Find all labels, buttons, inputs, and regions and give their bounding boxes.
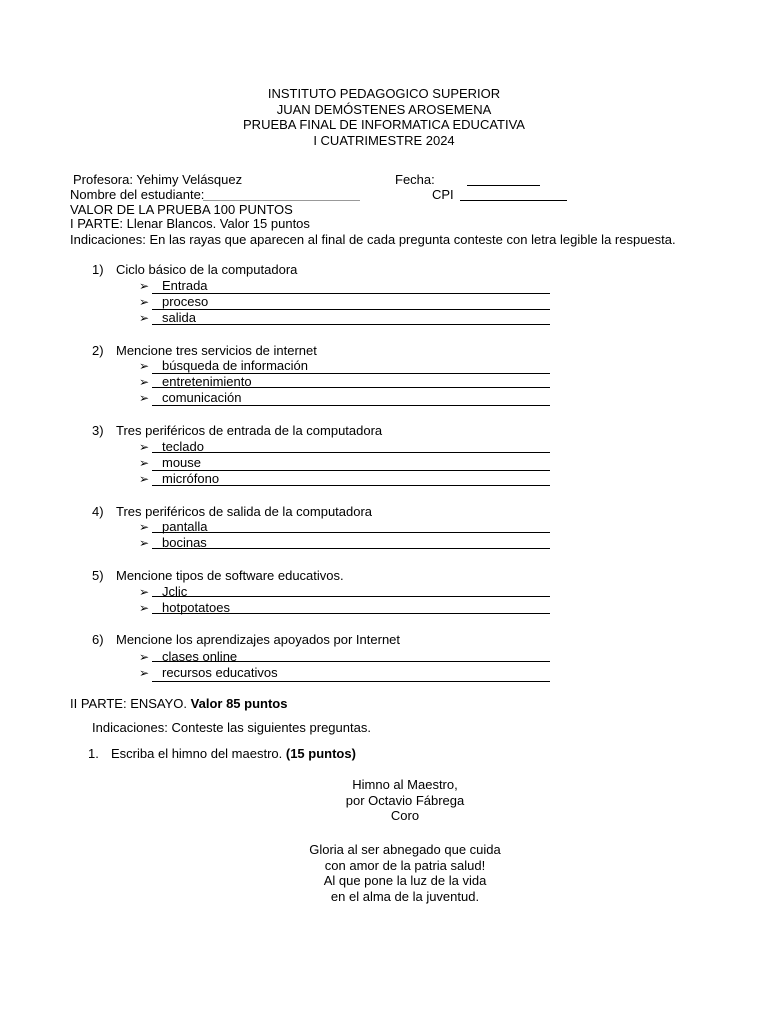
question-4-number: 4): [92, 504, 104, 519]
answer-4-2: bocinas: [162, 535, 207, 550]
answer-line: [152, 309, 550, 310]
question-6-text: Mencione los aprendizajes apoyados por Internet: [116, 632, 401, 647]
essay-question-1-number: 1.: [88, 746, 99, 761]
poem-line: con amor de la patria salud!: [324, 857, 486, 873]
arrow-bullet-icon: ➢: [139, 295, 150, 309]
arrow-bullet-icon: ➢: [139, 601, 150, 615]
answer-3-1: teclado: [162, 439, 204, 454]
arrow-bullet-icon: ➢: [139, 666, 150, 680]
question-6-number: 6): [92, 632, 104, 647]
question-1-text: Ciclo básico de la computadora: [116, 262, 298, 277]
answer-line: [152, 661, 550, 662]
answer-2-1: búsqueda de información: [162, 358, 308, 373]
question-2-text: Mencione tres servicios de internet: [116, 343, 317, 358]
total-value: VALOR DE LA PRUEBA 100 PUNTOS: [70, 202, 293, 217]
question-5-text: Mencione tipos de software educativos.: [116, 568, 344, 583]
poem-verse: [0, 842, 768, 904]
question-1-number: 1): [92, 262, 104, 277]
answer-line: [152, 405, 550, 406]
answer-line: [152, 324, 550, 325]
answer-2-3: comunicación: [162, 390, 242, 405]
answer-line: [152, 681, 550, 682]
answer-line: [152, 387, 550, 388]
institute-subname: JUAN DEMÓSTENES AROSEMENA: [276, 101, 492, 117]
answer-line: [152, 293, 550, 294]
question-3-text: Tres periféricos de entrada de la computadora: [116, 423, 383, 438]
arrow-bullet-icon: ➢: [139, 650, 150, 664]
part2-value: Valor 85 puntos: [190, 696, 288, 711]
answer-line: [152, 613, 550, 614]
essay-question-1: [111, 746, 356, 762]
essay-question-1-points: (15 puntos): [285, 746, 356, 761]
arrow-bullet-icon: ➢: [139, 375, 150, 389]
term-label: I CUATRIMESTRE 2024: [313, 132, 455, 148]
student-name-label: Nombre del estudiante:: [70, 187, 205, 202]
answer-1-2: proceso: [162, 294, 209, 309]
arrow-bullet-icon: ➢: [139, 585, 150, 599]
answer-line: [152, 452, 550, 453]
poem-author: por Octavio Fábrega: [345, 792, 465, 808]
part1-title: I PARTE: Llenar Blancos. Valor 15 puntos: [70, 216, 310, 231]
poem-section: Coro: [390, 808, 420, 823]
date-label: Fecha:: [395, 172, 435, 187]
answer-2-2: entretenimiento: [162, 374, 252, 389]
arrow-bullet-icon: ➢: [139, 391, 150, 405]
answer-6-1: clases online: [162, 649, 238, 664]
arrow-bullet-icon: ➢: [139, 311, 150, 325]
answer-3-3: micrófono: [162, 471, 220, 486]
part2-heading: [70, 696, 287, 712]
answer-3-2: mouse: [162, 455, 202, 470]
answer-4-1: pantalla: [162, 519, 208, 534]
arrow-bullet-icon: ➢: [139, 472, 150, 486]
arrow-bullet-icon: ➢: [139, 536, 150, 550]
poem-line: Gloria al ser abnegado que cuida: [309, 842, 501, 857]
answer-line: [152, 532, 550, 533]
poem-line: en el alma de la juventud.: [330, 888, 480, 904]
arrow-bullet-icon: ➢: [139, 440, 150, 454]
answer-line: [152, 485, 550, 486]
teacher-name: Profesora: Yehimy Velásquez: [73, 172, 243, 187]
student-name-field[interactable]: [203, 200, 360, 201]
institute-name: INSTITUTO PEDAGOGICO SUPERIOR: [267, 86, 501, 101]
question-4-text: Tres periféricos de salida de la computadora: [116, 504, 373, 519]
part1-instructions: Indicaciones: En las rayas que aparecen al final de cada pregunta conteste con letra legible la respuesta.: [70, 232, 676, 247]
answer-1-3: salida: [162, 310, 196, 325]
part2-instructions: Indicaciones: Conteste las siguientes preguntas.: [92, 720, 371, 735]
answer-1-1: Entrada: [162, 278, 208, 293]
arrow-bullet-icon: ➢: [139, 520, 150, 534]
cpi-label: CPI: [432, 187, 454, 202]
arrow-bullet-icon: ➢: [139, 279, 150, 293]
answer-line: [152, 596, 550, 597]
poem-title: Himno al Maestro,: [352, 777, 458, 792]
exam-header: [0, 86, 768, 148]
poem-heading: [0, 777, 768, 824]
answer-5-2: hotpotatoes: [162, 600, 230, 615]
question-2-number: 2): [92, 343, 104, 358]
part2-title: II PARTE: ENSAYO.: [70, 696, 191, 711]
answer-6-2: recursos educativos: [162, 665, 278, 680]
arrow-bullet-icon: ➢: [139, 359, 150, 373]
question-3-number: 3): [92, 423, 104, 438]
question-5-number: 5): [92, 568, 104, 583]
arrow-bullet-icon: ➢: [139, 456, 150, 470]
cpi-field[interactable]: [460, 200, 567, 201]
poem-line: Al que pone la luz de la vida: [323, 873, 487, 888]
date-field[interactable]: [467, 185, 540, 186]
exam-title: PRUEBA FINAL DE INFORMATICA EDUCATIVA: [243, 117, 525, 132]
essay-question-1-text: Escriba el himno del maestro.: [111, 746, 286, 761]
answer-5-1: Jclic: [162, 584, 188, 599]
answer-line: [152, 548, 550, 549]
